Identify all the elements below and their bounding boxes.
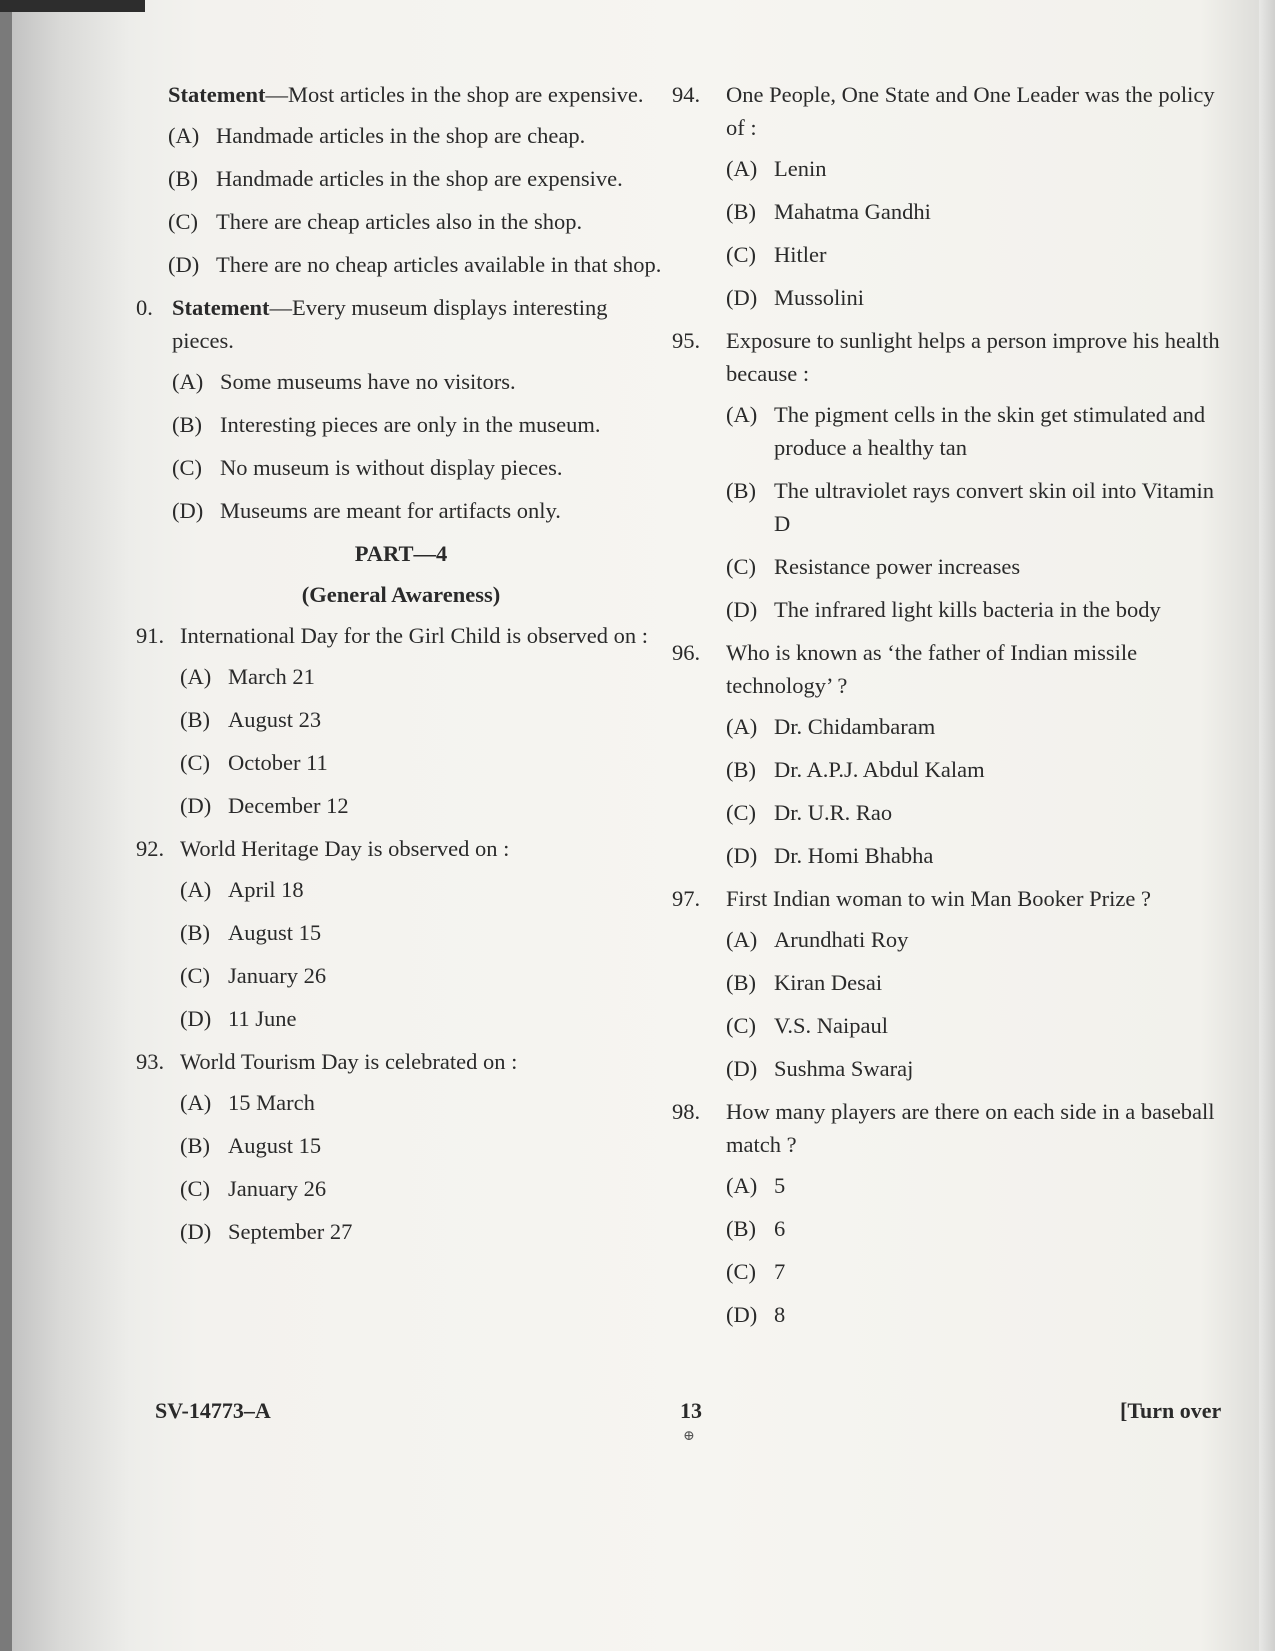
part-title: PART—4 (354, 541, 448, 566)
question-number: 94. (672, 82, 701, 107)
option-96-b: (B) Dr. A.P.J. Abdul Kalam (726, 757, 985, 782)
question-89 (168, 78, 666, 111)
option-95-c: (C) Resistance power increases (726, 554, 1021, 579)
question-number: 97. (672, 886, 701, 911)
statement-label: Statement (168, 82, 266, 107)
question-text: How many players are there on each side in a baseball match ? (726, 1099, 1215, 1157)
option-93-c: (C) January 26 (180, 1176, 327, 1201)
question-91 (136, 619, 666, 652)
option-89-a: (A) Handmade articles in the shop are cheap. (168, 123, 586, 148)
question-text: International Day for the Girl Child is observed on : (180, 623, 649, 648)
top-edge-shadow (0, 0, 145, 12)
question-text: World Heritage Day is observed on : (180, 836, 510, 861)
option-89-c: (C) There are cheap articles also in the shop. (168, 209, 583, 234)
option-96-a: (A) Dr. Chidambaram (726, 714, 936, 739)
option-97-d: (D) Sushma Swaraj (726, 1056, 914, 1081)
question-text: First Indian woman to win Man Booker Prize ? (726, 886, 1151, 911)
question-number: 95. (672, 328, 701, 353)
question-text: —Most articles in the shop are expensive. (265, 82, 644, 107)
option-93-b: (B) August 15 (180, 1133, 322, 1158)
left-column (136, 78, 666, 1258)
option-91-b: (B) August 23 (180, 707, 322, 732)
question-90 (136, 291, 666, 357)
registration-mark-icon: ⊕ (683, 1429, 695, 1444)
option-91-d: (D) December 12 (180, 793, 349, 818)
option-96-d: (D) Dr. Homi Bhabha (726, 843, 934, 868)
option-95-a: (A) The pigment cells in the skin get stimulated and produce a healthy tan (726, 402, 1206, 460)
option-94-a: (A) Lenin (726, 156, 827, 181)
part-subtitle: (General Awareness) (301, 582, 501, 607)
question-text: Who is known as ‘the father of Indian missile technology’ ? (726, 640, 1138, 698)
option-89-b: (B) Handmade articles in the shop are expensive. (168, 166, 623, 191)
option-92-b: (B) August 15 (180, 920, 322, 945)
question-text: World Tourism Day is celebrated on : (180, 1049, 518, 1074)
option-98-b: (B) 6 (726, 1216, 786, 1241)
option-91-a: (A) March 21 (180, 664, 315, 689)
right-column (672, 78, 1232, 1341)
question-number: 0. (136, 295, 153, 320)
option-98-d: (D) 8 (726, 1302, 786, 1327)
statement-label: Statement (172, 295, 270, 320)
binding-edge (0, 0, 12, 1651)
option-95-b: (B) The ultraviolet rays convert skin oil into Vitamin D (726, 478, 1215, 536)
page-number: 13 (680, 1398, 702, 1423)
option-90-a: (A) Some museums have no visitors. (172, 369, 516, 394)
question-number: 92. (136, 836, 165, 861)
option-90-d: (D) Museums are meant for artifacts only. (172, 498, 561, 523)
question-number: 93. (136, 1049, 165, 1074)
option-90-b: (B) Interesting pieces are only in the museum. (172, 412, 601, 437)
option-90-c: (C) No museum is without display pieces. (172, 455, 563, 480)
option-95-d: (D) The infrared light kills bacteria in the body (726, 597, 1161, 622)
option-94-c: (C) Hitler (726, 242, 827, 267)
turn-over-note: [Turn over (1120, 1398, 1222, 1423)
question-number: 96. (672, 640, 701, 665)
option-97-c: (C) V.S. Naipaul (726, 1013, 888, 1038)
option-98-a: (A) 5 (726, 1173, 786, 1198)
option-93-d: (D) September 27 (180, 1219, 353, 1244)
option-93-a: (A) 15 March (180, 1090, 315, 1115)
question-text: —Every museum displays interesting pieces. (172, 295, 608, 353)
option-94-d: (D) Mussolini (726, 285, 865, 310)
question-96 (672, 636, 1232, 702)
option-94-b: (B) Mahatma Gandhi (726, 199, 931, 224)
option-97-a: (A) Arundhati Roy (726, 927, 909, 952)
option-92-d: (D) 11 June (180, 1006, 297, 1031)
question-number: 98. (672, 1099, 701, 1124)
option-92-c: (C) January 26 (180, 963, 327, 988)
option-98-c: (C) 7 (726, 1259, 786, 1284)
option-92-a: (A) April 18 (180, 877, 304, 902)
option-97-b: (B) Kiran Desai (726, 970, 883, 995)
question-98 (672, 1095, 1232, 1161)
right-edge-shadow (1259, 0, 1275, 1651)
question-text: One People, One State and One Leader was the policy of : (726, 82, 1215, 140)
question-94 (672, 78, 1232, 144)
question-text: Exposure to sunlight helps a person improve his health because : (726, 328, 1220, 386)
option-96-c: (C) Dr. U.R. Rao (726, 800, 893, 825)
question-97 (672, 882, 1232, 915)
option-91-c: (C) October 11 (180, 750, 328, 775)
question-92 (136, 832, 666, 865)
paper-code: SV-14773–A (155, 1398, 271, 1423)
question-number: 91. (136, 623, 165, 648)
option-89-d: (D) There are no cheap articles available in that shop. (168, 252, 662, 277)
question-93 (136, 1045, 666, 1078)
question-95 (672, 324, 1232, 390)
